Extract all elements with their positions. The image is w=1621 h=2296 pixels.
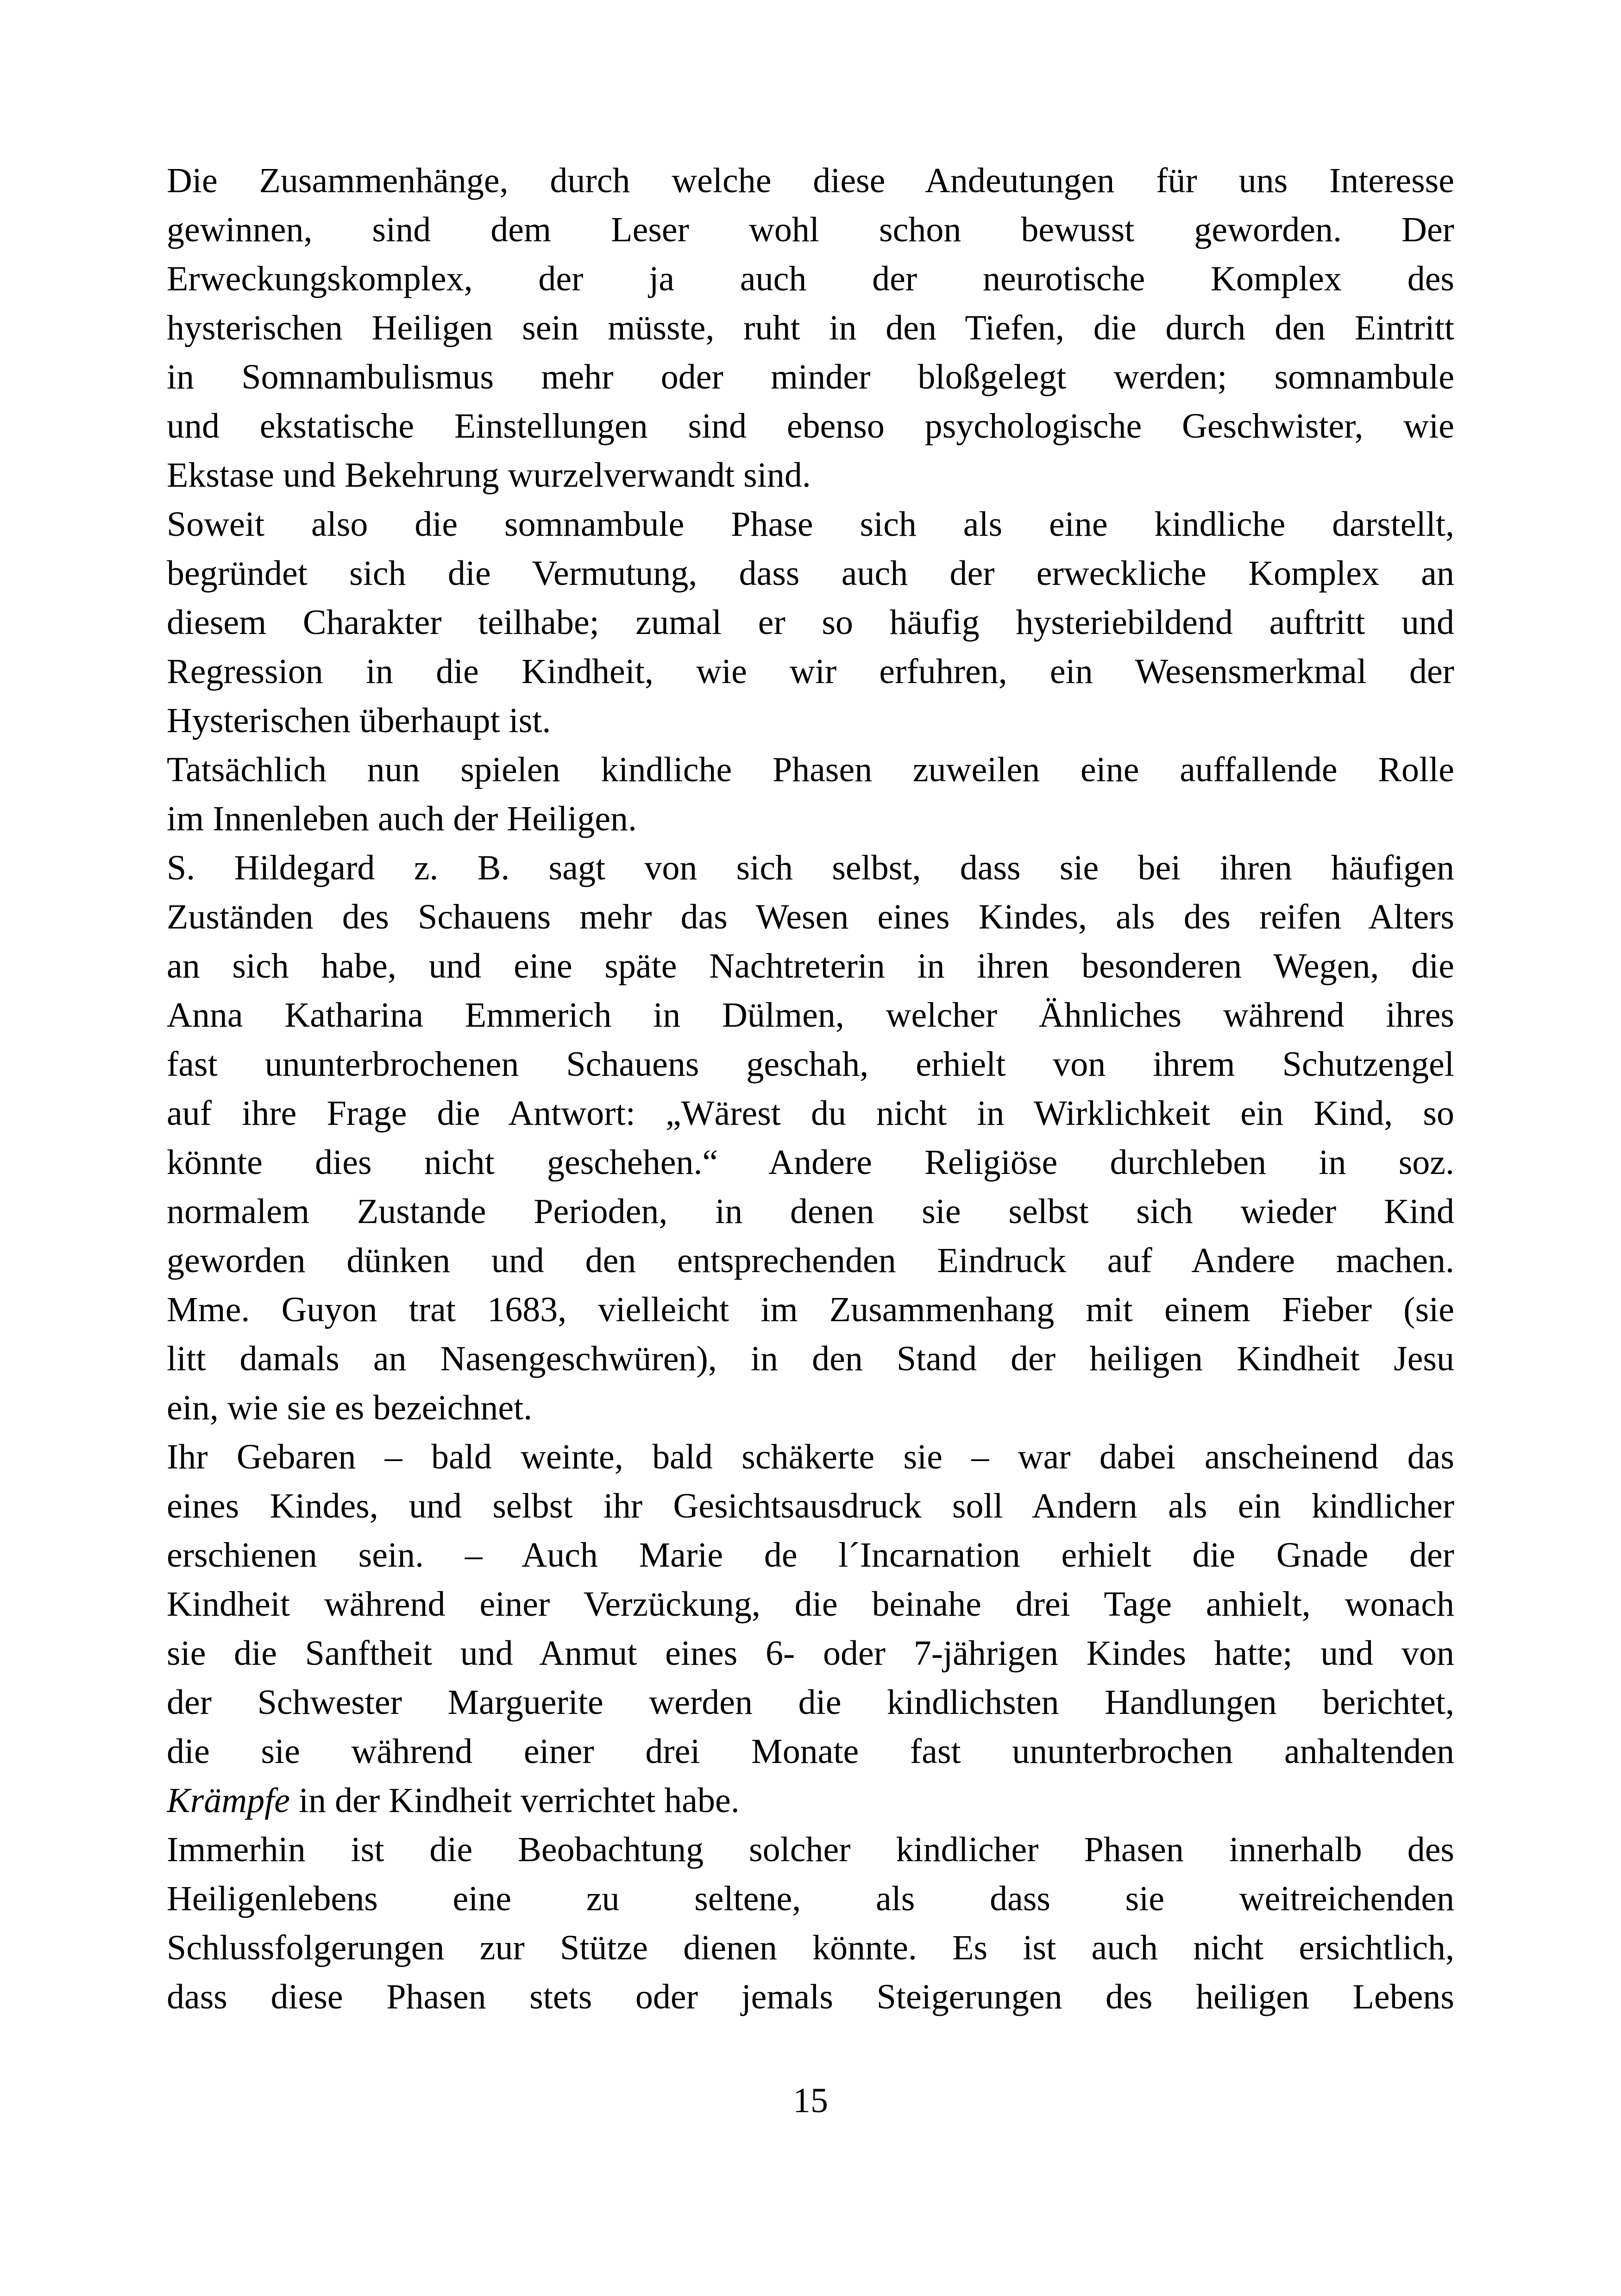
text-line <box>167 598 1454 647</box>
text-line <box>167 794 1454 843</box>
text-segment: erschienen sein. – Auch Marie de l´Incarnation erhielt die Gnade der <box>167 1536 1454 1575</box>
text-line <box>167 500 1454 549</box>
text-line <box>167 1089 1454 1138</box>
text-line <box>167 156 1454 205</box>
text-line <box>167 843 1454 892</box>
text-line <box>167 1285 1454 1334</box>
text-segment: Die Zusammenhänge, durch welche diese Andeutungen für uns Interesse <box>167 161 1454 200</box>
text-segment: Erweckungskomplex, der ja auch der neurotische Komplex des <box>167 259 1454 298</box>
text-segment: in Somnambulismus mehr oder minder bloßgelegt werden; somnambule <box>167 358 1454 396</box>
text-line <box>167 1580 1454 1629</box>
text-segment: in der Kindheit verrichtet habe. <box>290 1781 740 1820</box>
text-segment: Hysterischen überhaupt ist. <box>167 701 551 740</box>
text-line <box>167 1629 1454 1678</box>
text-segment: im Innenleben auch der Heiligen. <box>167 799 637 838</box>
text-line <box>167 1138 1454 1187</box>
text-line <box>167 1923 1454 1972</box>
text-line <box>167 647 1454 696</box>
text-line <box>167 941 1454 991</box>
italic-text-segment: Krämpfe <box>167 1781 290 1820</box>
text-segment: geworden dünken und den entsprechenden Eindruck auf Andere machen. <box>167 1241 1454 1280</box>
text-segment: normalem Zustande Perioden, in denen sie selbst sich wieder Kind <box>167 1192 1454 1231</box>
text-line <box>167 1972 1454 2021</box>
text-line <box>167 696 1454 745</box>
text-line <box>167 1040 1454 1089</box>
text-segment: Mme. Guyon trat 1683, vielleicht im Zusammenhang mit einem Fieber (sie <box>167 1290 1454 1329</box>
text-segment: Heiligenlebens eine zu seltene, als dass sie weitreichenden <box>167 1879 1454 1918</box>
text-line <box>167 1874 1454 1923</box>
text-segment: dass diese Phasen stets oder jemals Steigerungen des heiligen Lebens <box>167 1977 1454 2016</box>
text-line <box>167 1678 1454 1727</box>
text-segment: sie die Sanftheit und Anmut eines 6- oder 7-jährigen Kindes hatte; und von <box>167 1634 1454 1673</box>
text-line <box>167 549 1454 598</box>
text-segment: Soweit also die somnambule Phase sich als eine kindliche darstellt, <box>167 505 1454 544</box>
text-segment: Tatsächlich nun spielen kindliche Phasen zuweilen eine auffallende Rolle <box>167 750 1454 789</box>
text-segment: auf ihre Frage die Antwort: „Wärest du nicht in Wirklichkeit ein Kind, so <box>167 1094 1454 1133</box>
text-segment: diesem Charakter teilhabe; zumal er so häufig hysteriebildend auftritt und <box>167 603 1454 642</box>
text-line <box>167 303 1454 352</box>
text-line <box>167 1236 1454 1285</box>
text-line <box>167 1187 1454 1236</box>
text-segment: litt damals an Nasengeschwüren), in den Stand der heiligen Kindheit Jesu <box>167 1339 1454 1378</box>
text-segment: der Schwester Marguerite werden die kindlichsten Handlungen berichtet, <box>167 1683 1454 1722</box>
page-number: 15 <box>793 2081 828 2120</box>
text-segment: Ekstase und Bekehrung wurzelverwandt sind. <box>167 456 811 495</box>
text-line <box>167 1334 1454 1383</box>
text-line <box>167 892 1454 941</box>
text-segment: hysterischen Heiligen sein müsste, ruht in den Tiefen, die durch den Eintritt <box>167 308 1454 347</box>
text-segment: Kindheit während einer Verzückung, die beinahe drei Tage anhielt, wonach <box>167 1585 1454 1624</box>
text-segment: die sie während einer drei Monate fast ununterbrochen anhaltenden <box>167 1732 1454 1771</box>
text-segment: Regression in die Kindheit, wie wir erfuhren, ein Wesensmerkmal der <box>167 652 1454 691</box>
text-line <box>167 991 1454 1040</box>
text-segment: gewinnen, sind dem Leser wohl schon bewusst geworden. Der <box>167 210 1454 249</box>
text-line <box>167 745 1454 794</box>
text-line <box>167 1776 1454 1825</box>
text-line <box>167 1481 1454 1531</box>
text-segment: fast ununterbrochenen Schauens geschah, erhielt von ihrem Schutzengel <box>167 1045 1454 1084</box>
text-line <box>167 205 1454 254</box>
text-segment: und ekstatische Einstellungen sind ebenso psychologische Geschwister, wie <box>167 407 1454 445</box>
text-line <box>167 451 1454 500</box>
text-line <box>167 1825 1454 1874</box>
text-segment: Immerhin ist die Beobachtung solcher kindlicher Phasen innerhalb des <box>167 1830 1454 1869</box>
text-segment: Zuständen des Schauens mehr das Wesen eines Kindes, als des reifen Alters <box>167 897 1454 936</box>
text-segment: ein, wie sie es bezeichnet. <box>167 1388 533 1427</box>
text-segment: Anna Katharina Emmerich in Dülmen, welcher Ähnliches während ihres <box>167 996 1454 1035</box>
page-text <box>167 156 1454 2021</box>
text-segment: begründet sich die Vermutung, dass auch der erweckliche Komplex an <box>167 554 1454 593</box>
text-line <box>167 1531 1454 1580</box>
text-line <box>167 254 1454 303</box>
text-segment: eines Kindes, und selbst ihr Gesichtsausdruck soll Andern als ein kindlicher <box>167 1487 1454 1525</box>
text-segment: Schlussfolgerungen zur Stütze dienen könnte. Es ist auch nicht ersichtlich, <box>167 1928 1454 1967</box>
text-segment: S. Hildegard z. B. sagt von sich selbst, dass sie bei ihren häufigen <box>167 848 1454 887</box>
text-segment: Ihr Gebaren – bald weinte, bald schäkerte sie – war dabei anscheinend das <box>167 1437 1454 1476</box>
text-line <box>167 1432 1454 1481</box>
text-line <box>167 401 1454 451</box>
text-segment: könnte dies nicht geschehen.“ Andere Religiöse durchleben in soz. <box>167 1143 1454 1182</box>
text-line <box>167 352 1454 401</box>
text-line <box>167 1383 1454 1432</box>
text-segment: an sich habe, und eine späte Nachtreterin in ihren besonderen Wegen, die <box>167 947 1454 985</box>
text-line <box>167 1727 1454 1776</box>
